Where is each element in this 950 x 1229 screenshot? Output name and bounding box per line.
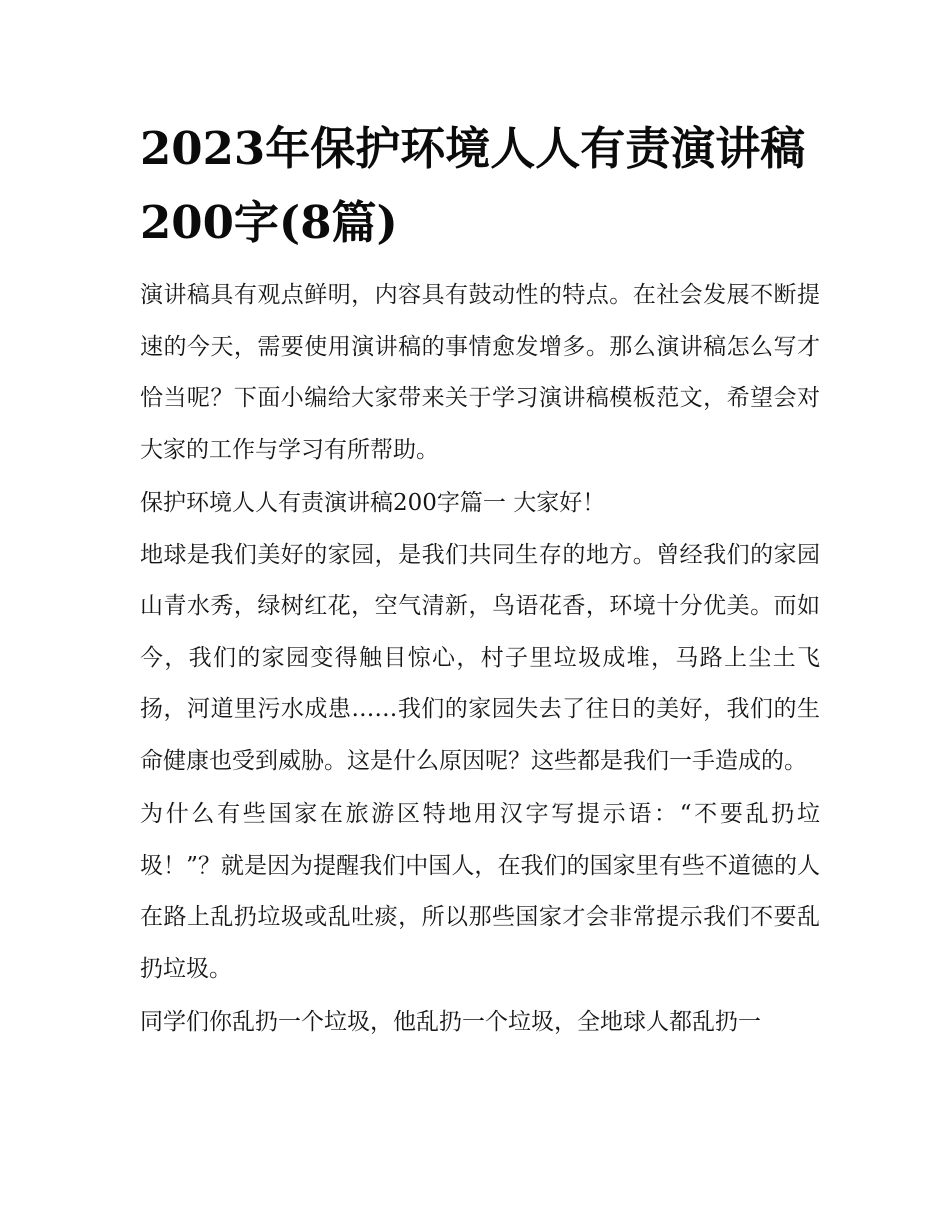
paragraph-classmates: 同学们你乱扔一个垃圾，他乱扔一个垃圾，全地球人都乱扔一 <box>140 1009 761 1035</box>
paragraph-no-littering-signs: 为什么有些国家在旅游区特地用汉字写提示语：“不要乱扔垃圾！”？就是因为提醒我们中国人，在我们的国家里有些不道德的人在路上乱扔垃圾或乱吐痰，所以那些国家才会非常提示我们不要乱扔垃圾。 <box>140 801 820 982</box>
paragraph-section-heading: 保护环境人人有责演讲稿200字篇一 大家好！ <box>140 490 606 516</box>
paragraph-earth-home: 地球是我们美好的家园，是我们共同生存的地方。曾经我们的家园山青水秀，绿树红花，空气清新，鸟语花香，环境十分优美。而如今，我们的家园变得触目惊心，村子里垃圾成堆，马路上尘土飞扬，河道里污水成患……我们的家园失去了往日的美好，我们的生命健康也受到威胁。这是什么原因呢？这些都是我们一手造成的。 <box>140 541 820 774</box>
document-body <box>140 112 820 1051</box>
paragraph-intro: 演讲稿具有观点鲜明，内容具有鼓动性的特点。在社会发展不断提速的今天，需要使用演讲稿的事情愈发增多。那么演讲稿怎么写才恰当呢？下面小编给大家带来关于学习演讲稿模板范文，希望会对大家的工作与学习有所帮助。 <box>140 282 820 463</box>
document-title: 2023年保护环境人人有责演讲稿200字(8篇) <box>140 122 806 249</box>
